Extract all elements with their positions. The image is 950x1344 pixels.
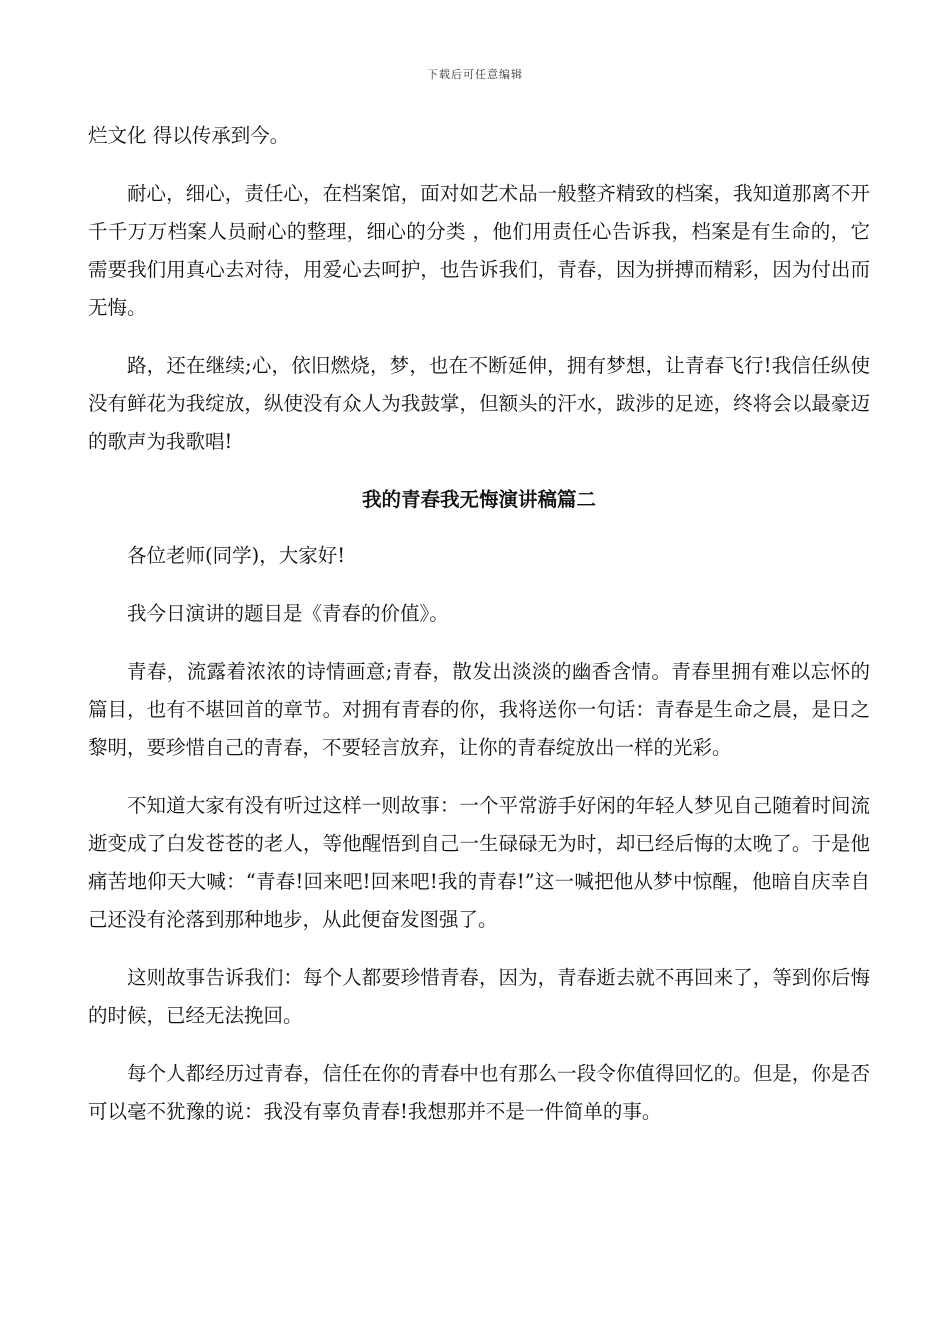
paragraph-experience: 每个人都经历过青春，信任在你的青春中也有那么一段令你值得回忆的。但是，你是否可以毫不犹豫的说：我没有辜负青春!我想那并不是一件简单的事。 xyxy=(88,1062,870,1123)
paragraph-patience: 耐心，细心，责任心，在档案馆，面对如艺术品一般整齐精致的档案，我知道那离不开千千万万档案人员耐心的整理，细心的分类 ，他们用责任心告诉我，档案是有生命的，它需要我们用真心去对待，用爱心去呵护，也告诉我们，青春，因为拼搏而精彩，因为付出而无悔。 xyxy=(88,182,870,319)
header-note: 下载后可任意编辑 xyxy=(427,68,523,81)
continuation-paragraph: 烂文化 得以传承到今。 xyxy=(88,124,290,147)
document-body xyxy=(88,117,870,1151)
paragraph-youth-poetry: 青春，流露着浓浓的诗情画意;青春，散发出淡淡的幽香含情。青春里拥有难以忘怀的篇目，也有不堪回首的章节。对拥有青春的你，我将送你一句话：青春是生命之晨，是日之黎明，要珍惜自己的青春，不要轻言放弃，让你的青春绽放出一样的光彩。 xyxy=(88,660,870,759)
paragraph-story: 不知道大家有没有听过这样一则故事：一个平常游手好闲的年轻人梦见自己随着时间流逝变成了白发苍苍的老人，等他醒悟到自己一生碌碌无为时，却已经后悔的太晚了。于是他痛苦地仰天大喊：“青春!回来吧!回来吧!我的青春!”这一喊把他从梦中惊醒，他暗自庆幸自己还没有沦落到那种地步，从此便奋发图强了。 xyxy=(88,794,870,931)
paragraph-lesson: 这则故事告诉我们：每个人都要珍惜青春，因为，青春逝去就不再回来了，等到你后悔的时候，已经无法挽回。 xyxy=(88,966,870,1027)
paragraph-greeting: 各位老师(同学)，大家好! xyxy=(127,544,346,567)
paragraph-road-continues: 路，还在继续;心，依旧燃烧，梦，也在不断延伸，拥有梦想，让青春飞行!我信任纵使没有鲜花为我绽放，纵使没有众人为我鼓掌，但额头的汗水，跋涉的足迹，终将会以最豪迈的歌声为我歌唱! xyxy=(88,354,870,453)
paragraph-topic: 我今日演讲的题目是《青春的价值》。 xyxy=(127,602,449,625)
section-title: 我的青春我无悔演讲稿篇二 xyxy=(361,488,596,511)
